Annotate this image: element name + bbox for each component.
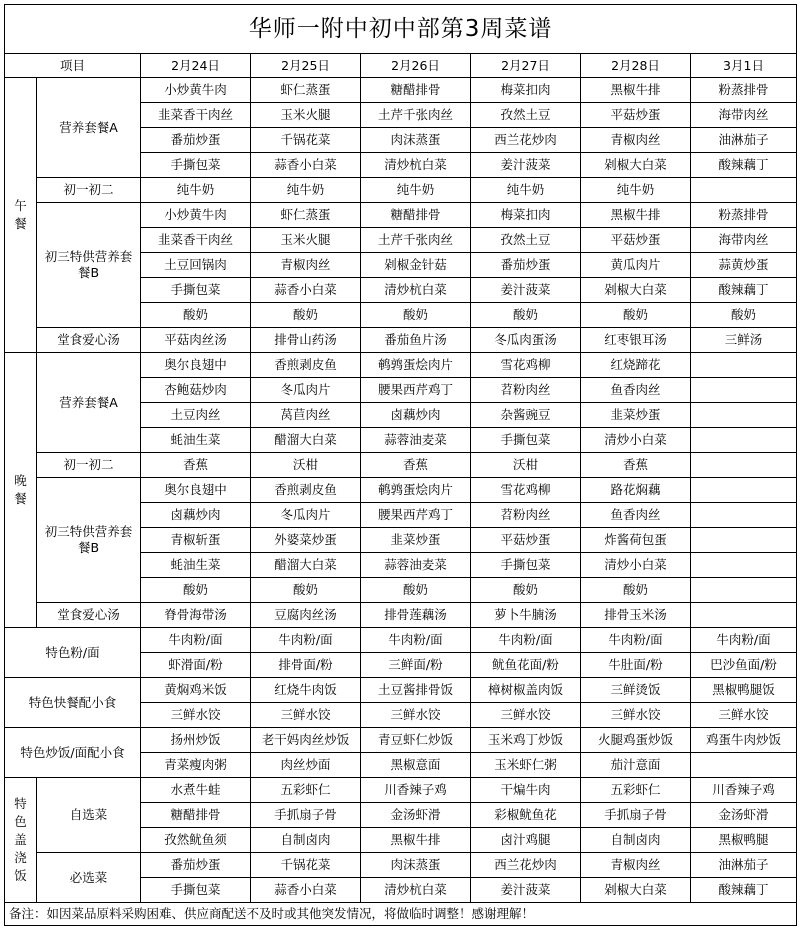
dish-cell: 小炒黄牛肉 xyxy=(141,203,251,228)
group-label: 初一初二 xyxy=(37,453,141,478)
section-label: 晚餐 xyxy=(5,353,37,628)
dish-cell: 雪花鸡柳 xyxy=(471,478,581,503)
dish-cell: 平菇肉丝汤 xyxy=(141,328,251,353)
special-label: 特色粉/面 xyxy=(5,628,141,678)
dish-cell: 韭菜香干肉丝 xyxy=(141,228,251,253)
dish-cell: 糖醋排骨 xyxy=(141,803,251,828)
dish-cell: 手抓扇子骨 xyxy=(581,803,691,828)
dish-cell: 姜汁菠菜 xyxy=(471,278,581,303)
dish-cell: 牛肉粉/面 xyxy=(141,628,251,653)
dish-cell: 香蕉 xyxy=(141,453,251,478)
dish-cell xyxy=(691,378,797,403)
dish-cell: 鸡蛋牛肉炒饭 xyxy=(691,728,797,753)
header-row xyxy=(5,54,797,78)
dish-cell xyxy=(691,428,797,453)
dish-cell: 黄瓜肉片 xyxy=(581,253,691,278)
dish-cell: 排骨山药汤 xyxy=(251,328,361,353)
dish-cell: 香蕉 xyxy=(581,453,691,478)
dish-cell: 酸奶 xyxy=(251,303,361,328)
dish-cell: 老干妈肉丝炒饭 xyxy=(251,728,361,753)
dish-cell: 蒜香小白菜 xyxy=(251,278,361,303)
dish-cell: 雪花鸡柳 xyxy=(471,353,581,378)
dish-cell xyxy=(691,353,797,378)
dish-cell: 五彩虾仁 xyxy=(251,778,361,803)
dish-cell: 千锅花菜 xyxy=(251,853,361,878)
dish-cell: 醋溜大白菜 xyxy=(251,553,361,578)
dish-cell: 三鲜水饺 xyxy=(691,703,797,728)
dish-cell: 粉蒸排骨 xyxy=(691,203,797,228)
dish-cell: 外婆菜炒蛋 xyxy=(251,528,361,553)
dish-cell: 金汤虾滑 xyxy=(691,803,797,828)
table-row xyxy=(5,353,797,378)
dish-cell: 蚝油生菜 xyxy=(141,553,251,578)
dish-cell: 番茄炒蛋 xyxy=(471,253,581,278)
dish-cell: 梅菜扣肉 xyxy=(471,78,581,103)
dish-cell: 土豆肉丝 xyxy=(141,403,251,428)
dish-cell: 牛肚面/粉 xyxy=(581,653,691,678)
dish-cell: 纯牛奶 xyxy=(251,178,361,203)
group-label: 堂食爱心汤 xyxy=(37,328,141,353)
dish-cell: 青椒肉丝 xyxy=(251,253,361,278)
dish-cell: 巴沙鱼面/粉 xyxy=(691,653,797,678)
dish-cell: 西兰花炒肉 xyxy=(471,128,581,153)
group-label: 初一初二 xyxy=(37,178,141,203)
group-label: 初三特供营养套餐B xyxy=(37,203,141,328)
dish-cell: 平菇炒蛋 xyxy=(581,228,691,253)
dish-cell: 腰果西芹鸡丁 xyxy=(361,378,471,403)
dish-cell: 酸奶 xyxy=(691,303,797,328)
dish-cell: 清炒小白菜 xyxy=(581,553,691,578)
dish-cell: 炸酱荷包蛋 xyxy=(581,528,691,553)
table-row xyxy=(5,478,797,503)
dish-cell: 肉丝炒面 xyxy=(251,753,361,778)
dish-cell: 三鲜水饺 xyxy=(251,703,361,728)
footnote: 备注：如因菜品原料采购困难、供应商配送不及时或其他突发情况，将做临时调整！感谢理解！ xyxy=(5,903,797,926)
dish-cell: 金汤虾滑 xyxy=(361,803,471,828)
dish-cell xyxy=(691,553,797,578)
section-label: 午餐 xyxy=(5,78,37,353)
dish-cell: 西兰花炒肉 xyxy=(471,853,581,878)
dish-cell xyxy=(691,403,797,428)
dish-cell: 手撕包菜 xyxy=(141,153,251,178)
dish-cell: 海带肉丝 xyxy=(691,228,797,253)
day-header: 2月26日 xyxy=(361,54,471,78)
dish-cell: 韭菜炒蛋 xyxy=(361,528,471,553)
dish-cell: 沃柑 xyxy=(251,453,361,478)
dish-cell: 香煎剥皮鱼 xyxy=(251,478,361,503)
day-header: 2月27日 xyxy=(471,54,581,78)
dish-cell: 孜然土豆 xyxy=(471,228,581,253)
dish-cell: 红烧蹄花 xyxy=(581,353,691,378)
dish-cell xyxy=(691,453,797,478)
dish-cell: 糖醋排骨 xyxy=(361,78,471,103)
table-row xyxy=(5,328,797,353)
dish-cell: 自制卤肉 xyxy=(581,828,691,853)
dish-cell: 牛肉粉/面 xyxy=(471,628,581,653)
dish-cell: 三鲜水饺 xyxy=(141,703,251,728)
dish-cell xyxy=(691,478,797,503)
day-header: 2月24日 xyxy=(141,54,251,78)
dish-cell: 青菜瘦肉粥 xyxy=(141,753,251,778)
dish-cell: 牛肉粉/面 xyxy=(361,628,471,653)
dish-cell: 卤藕炒肉 xyxy=(141,503,251,528)
dish-cell: 手撕包菜 xyxy=(471,428,581,453)
dish-cell: 番茄鱼片汤 xyxy=(361,328,471,353)
dish-cell: 酸奶 xyxy=(581,578,691,603)
dish-cell: 土芹千张肉丝 xyxy=(361,228,471,253)
dish-cell: 清炒杭白菜 xyxy=(361,278,471,303)
dish-cell: 彩椒鱿鱼花 xyxy=(471,803,581,828)
dish-cell: 粉蒸排骨 xyxy=(691,78,797,103)
page-title: 华师一附中初中部第3周菜谱 xyxy=(5,5,797,54)
dish-cell: 三鲜水饺 xyxy=(471,703,581,728)
dish-cell: 黄焖鸡米饭 xyxy=(141,678,251,703)
table-row xyxy=(5,203,797,228)
group-label: 初三特供营养套餐B xyxy=(37,478,141,603)
table-row xyxy=(5,603,797,628)
dish-cell: 蒜香小白菜 xyxy=(251,153,361,178)
dish-cell: 鹌鹑蛋烩肉片 xyxy=(361,478,471,503)
dish-cell: 牛肉粉/面 xyxy=(251,628,361,653)
dish-cell xyxy=(691,753,797,778)
dish-cell: 蒜蓉油麦菜 xyxy=(361,428,471,453)
dish-cell: 排骨莲藕汤 xyxy=(361,603,471,628)
dish-cell: 蒜蓉油麦菜 xyxy=(361,553,471,578)
dish-cell: 番茄炒蛋 xyxy=(141,853,251,878)
dish-cell: 剁椒大白菜 xyxy=(581,878,691,903)
dish-cell: 路花焖藕 xyxy=(581,478,691,503)
dish-cell: 小炒黄牛肉 xyxy=(141,78,251,103)
special-label: 特色炒饭/面配小食 xyxy=(5,728,141,778)
dish-cell: 手撕包菜 xyxy=(141,878,251,903)
dish-cell: 三鲜水饺 xyxy=(361,703,471,728)
dish-cell: 纯牛奶 xyxy=(581,178,691,203)
dish-cell: 鱼香肉丝 xyxy=(581,378,691,403)
dish-cell: 千锅花菜 xyxy=(251,128,361,153)
dish-cell xyxy=(691,528,797,553)
dish-cell: 纯牛奶 xyxy=(141,178,251,203)
dish-cell: 卤藕炒肉 xyxy=(361,403,471,428)
dish-cell: 牛肉粉/面 xyxy=(581,628,691,653)
dish-cell: 自制卤肉 xyxy=(251,828,361,853)
dish-cell: 番茄炒蛋 xyxy=(141,128,251,153)
dish-cell: 青椒肉丝 xyxy=(581,128,691,153)
dish-cell: 油淋茄子 xyxy=(691,128,797,153)
dish-cell: 肉沫蒸蛋 xyxy=(361,128,471,153)
dish-cell: 手抓扇子骨 xyxy=(251,803,361,828)
dish-cell: 剁椒大白菜 xyxy=(581,153,691,178)
table-row xyxy=(5,778,797,803)
note-row xyxy=(5,903,797,926)
table-row xyxy=(5,853,797,878)
dish-cell: 玉米鸡丁炒饭 xyxy=(471,728,581,753)
dish-cell: 莴苣肉丝 xyxy=(251,403,361,428)
dish-cell: 川香辣子鸡 xyxy=(361,778,471,803)
dish-cell: 青椒斩蛋 xyxy=(141,528,251,553)
table-row xyxy=(5,628,797,653)
dish-cell: 鹌鹑蛋烩肉片 xyxy=(361,353,471,378)
dish-cell: 樟树椒盖肉饭 xyxy=(471,678,581,703)
dish-cell: 玉米火腿 xyxy=(251,228,361,253)
dish-cell: 卤汁鸡腿 xyxy=(471,828,581,853)
dish-cell: 沃柑 xyxy=(471,453,581,478)
item-header: 项目 xyxy=(5,54,141,78)
dish-cell: 海带肉丝 xyxy=(691,103,797,128)
dish-cell: 韭菜炒蛋 xyxy=(581,403,691,428)
day-header: 2月25日 xyxy=(251,54,361,78)
day-header: 3月1日 xyxy=(691,54,797,78)
dish-cell: 水煮牛蛙 xyxy=(141,778,251,803)
dish-cell: 酸奶 xyxy=(471,578,581,603)
group-label: 营养套餐A xyxy=(37,78,141,178)
dish-cell: 冬瓜肉蛋汤 xyxy=(471,328,581,353)
dish-cell: 黑椒意面 xyxy=(361,753,471,778)
dish-cell: 姜汁菠菜 xyxy=(471,153,581,178)
table-row xyxy=(5,678,797,703)
dish-cell: 手撕包菜 xyxy=(141,278,251,303)
dish-cell: 土芹千张肉丝 xyxy=(361,103,471,128)
dish-cell: 萝卜牛腩汤 xyxy=(471,603,581,628)
dish-cell: 酸奶 xyxy=(471,303,581,328)
dish-cell: 杏鲍菇炒肉 xyxy=(141,378,251,403)
dish-cell: 排骨玉米汤 xyxy=(581,603,691,628)
dish-cell: 姜汁菠菜 xyxy=(471,878,581,903)
special-label: 特色快餐配小食 xyxy=(5,678,141,728)
dish-cell: 火腿鸡蛋炒饭 xyxy=(581,728,691,753)
section-label: 特色盖浇饭 xyxy=(5,778,37,903)
dish-cell: 肉沫蒸蛋 xyxy=(361,853,471,878)
dish-cell: 土豆酱排骨饭 xyxy=(361,678,471,703)
dish-cell: 腰果西芹鸡丁 xyxy=(361,503,471,528)
dish-cell: 酸辣藕丁 xyxy=(691,278,797,303)
dish-cell: 蚝油生菜 xyxy=(141,428,251,453)
dish-cell: 鱿鱼花面/粉 xyxy=(471,653,581,678)
dish-cell: 脊骨海带汤 xyxy=(141,603,251,628)
dish-cell: 蒜黄炒蛋 xyxy=(691,253,797,278)
dish-cell: 平菇炒蛋 xyxy=(471,528,581,553)
dish-cell: 黑椒牛排 xyxy=(361,828,471,853)
dish-cell: 川香辣子鸡 xyxy=(691,778,797,803)
dish-cell: 鱼香肉丝 xyxy=(581,503,691,528)
dish-cell: 黑椒牛排 xyxy=(581,203,691,228)
menu-table xyxy=(4,4,797,926)
dish-cell: 酸辣藕丁 xyxy=(691,153,797,178)
dish-cell: 苕粉肉丝 xyxy=(471,503,581,528)
dish-cell: 香蕉 xyxy=(361,453,471,478)
dish-cell: 三鲜汤 xyxy=(691,328,797,353)
dish-cell: 苕粉肉丝 xyxy=(471,378,581,403)
dish-cell: 香煎剥皮鱼 xyxy=(251,353,361,378)
dish-cell xyxy=(691,578,797,603)
dish-cell: 清炒小白菜 xyxy=(581,428,691,453)
dish-cell xyxy=(691,503,797,528)
dish-cell: 酸奶 xyxy=(361,578,471,603)
group-label: 必选菜 xyxy=(37,853,141,903)
day-header: 2月28日 xyxy=(581,54,691,78)
dish-cell: 酸奶 xyxy=(581,303,691,328)
dish-cell: 油淋茄子 xyxy=(691,853,797,878)
dish-cell: 平菇炒蛋 xyxy=(581,103,691,128)
dish-cell: 豆腐肉丝汤 xyxy=(251,603,361,628)
dish-cell xyxy=(691,603,797,628)
dish-cell: 三鲜烫饭 xyxy=(581,678,691,703)
dish-cell: 梅菜扣肉 xyxy=(471,203,581,228)
dish-cell: 蒜香小白菜 xyxy=(251,878,361,903)
dish-cell: 茄汁意面 xyxy=(581,753,691,778)
dish-cell xyxy=(691,178,797,203)
dish-cell: 虾仁蒸蛋 xyxy=(251,78,361,103)
dish-cell: 冬瓜肉片 xyxy=(251,378,361,403)
dish-cell: 纯牛奶 xyxy=(471,178,581,203)
dish-cell: 青豆虾仁炒饭 xyxy=(361,728,471,753)
dish-cell: 三鲜水饺 xyxy=(581,703,691,728)
dish-cell: 玉米虾仁粥 xyxy=(471,753,581,778)
dish-cell: 玉米火腿 xyxy=(251,103,361,128)
dish-cell: 三鲜面/粉 xyxy=(361,653,471,678)
dish-cell: 冬瓜肉片 xyxy=(251,503,361,528)
dish-cell: 手撕包菜 xyxy=(471,553,581,578)
dish-cell: 黑椒鸭腿 xyxy=(691,828,797,853)
dish-cell: 剁椒大白菜 xyxy=(581,278,691,303)
dish-cell: 纯牛奶 xyxy=(361,178,471,203)
dish-cell: 奥尔良翅中 xyxy=(141,353,251,378)
dish-cell: 青椒肉丝 xyxy=(581,853,691,878)
dish-cell: 醋溜大白菜 xyxy=(251,428,361,453)
dish-cell: 五彩虾仁 xyxy=(581,778,691,803)
dish-cell: 剁椒金针菇 xyxy=(361,253,471,278)
table-row xyxy=(5,78,797,103)
dish-cell: 黑椒鸭腿饭 xyxy=(691,678,797,703)
dish-cell: 孜然土豆 xyxy=(471,103,581,128)
dish-cell: 土豆回锅肉 xyxy=(141,253,251,278)
dish-cell: 酸奶 xyxy=(361,303,471,328)
group-label: 自选菜 xyxy=(37,778,141,853)
table-row xyxy=(5,178,797,203)
dish-cell: 韭菜香干肉丝 xyxy=(141,103,251,128)
dish-cell: 排骨面/粉 xyxy=(251,653,361,678)
group-label: 堂食爱心汤 xyxy=(37,603,141,628)
dish-cell: 红枣银耳汤 xyxy=(581,328,691,353)
dish-cell: 杂酱豌豆 xyxy=(471,403,581,428)
dish-cell: 酸辣藕丁 xyxy=(691,878,797,903)
dish-cell: 牛肉粉/面 xyxy=(691,628,797,653)
dish-cell: 黑椒牛排 xyxy=(581,78,691,103)
dish-cell: 扬州炒饭 xyxy=(141,728,251,753)
dish-cell: 酸奶 xyxy=(141,578,251,603)
dish-cell: 虾滑面/粉 xyxy=(141,653,251,678)
dish-cell: 清炒杭白菜 xyxy=(361,878,471,903)
dish-cell: 奥尔良翅中 xyxy=(141,478,251,503)
group-label: 营养套餐A xyxy=(37,353,141,453)
dish-cell: 酸奶 xyxy=(141,303,251,328)
table-row xyxy=(5,453,797,478)
dish-cell: 糖醋排骨 xyxy=(361,203,471,228)
dish-cell: 干煸牛肉 xyxy=(471,778,581,803)
table-row xyxy=(5,728,797,753)
dish-cell: 孜然鱿鱼须 xyxy=(141,828,251,853)
dish-cell: 酸奶 xyxy=(251,578,361,603)
dish-cell: 虾仁蒸蛋 xyxy=(251,203,361,228)
dish-cell: 红烧牛肉饭 xyxy=(251,678,361,703)
dish-cell: 清炒杭白菜 xyxy=(361,153,471,178)
